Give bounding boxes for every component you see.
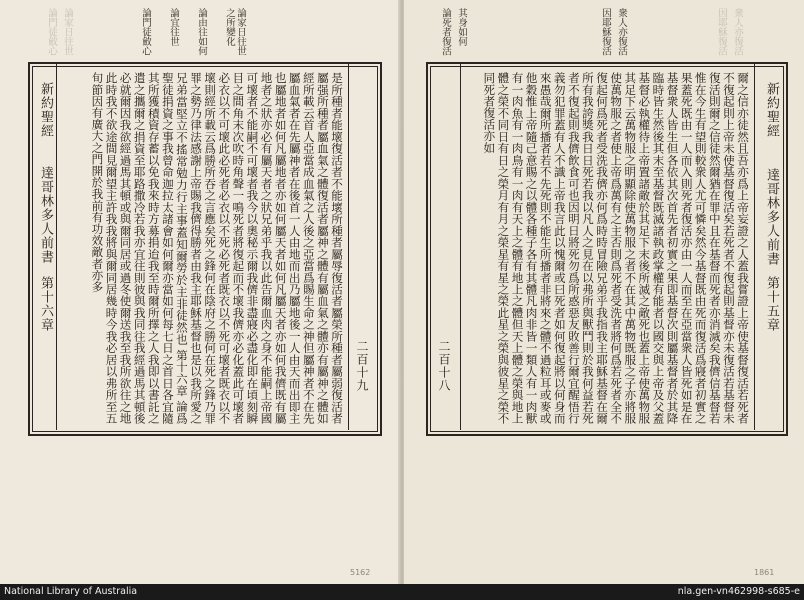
margin-note: 論死者復活: [440, 8, 451, 56]
footer-library-name: National Library of Australia: [4, 586, 138, 597]
book-title: 新約聖經: [764, 82, 779, 138]
margin-note: 論由往如何: [196, 8, 207, 56]
page-number: 二百十九: [355, 340, 369, 392]
margin-note: 論宜往世: [168, 8, 179, 46]
margin-note: 其身如何: [456, 8, 467, 46]
footer-bar: [0, 584, 804, 600]
footer-identifier: nla.gen-vn462998-s685-e: [677, 586, 800, 597]
right-page: [404, 0, 804, 584]
body-text: 爾之信亦徒然且吾亦爲上帝妄證之人蓋我嘗證上帝使基督復活若死者不復起則上帝未使基督復活矣若死者不復起則基督亦未復活若基督未復活則爾之信徒然爾猶在罪中且在基督而死者亦消滅矣我儕信基督若惟在今生有望則較衆人尤可憐矣然今基督既由死而復活爲寢者初實之果蓋死既由一人而入則死者復活亦由一人而至在亞當衆人皆死如是在基督衆人皆生但各依其次首先者初實之果即基督次則屬基督者於其降臨時皆生然後其末至基督既滅諸執政掌權有能者以國交與上帝及父蓋基督必執權待上帝置諸敵於其足下末後所滅之敵死也蓋上帝使萬物服其足下云萬物服之明顯除使萬物服之者不在其中萬物既服之子亦將服使萬物服之者使上帝爲萬有之主否則爲死者受洗者將何爲若死者全不復起何爲死者受洗我儕亦何爲時時冒險兄弟乎我指我主耶穌基督在爾所有我誇獎我日日死若我以凡人之見在以弗所與獸鬥則於我何益若死者不復起則我儕飲食可也因明日將死勿爲所惑惡友敗善行爾宜醒悟行義勿犯罪蓋有人不識上帝我言此以愧爾或曰死者如何復起將以何身而來愚哉爾所播者若不先死則不能生所播者非將來之體不過粒耳或麥或他穀惟上帝隨己意賜之以體各種子各有其體凡肉非皆一類人有一肉獸有一肉魚有一肉鳥有一肉有天上之體有地上之體但天上體之榮與地上體之榮不同日有日之榮月有月之榮星有星之榮此星之榮與彼星之榮不同死者復活亦如: [482, 72, 750, 424]
faded-bleed-note: 論家日往世: [62, 8, 73, 56]
faded-bleed-note: 衆人亦復活: [732, 8, 743, 56]
book-name: 達哥林多人前書: [764, 168, 779, 266]
body-text: 是所種者能壞復活者不能壞所種者屬辱復活者屬榮所種者屬弱復活者屬强所種者屬血氣之體復活者屬神之體有屬血氣之體亦有屬神之體如經所載云首人亞當成血氣之人後之亞當爲賜生命之神但屬神者不在先屬血氣者在先屬神者在後首一人由地而出乃屬地後一人由天而出即主也屬地者如何凡屬地者亦如何屬天者如何凡屬天者亦如何我儕既有屬地者之狀亦必有屬天者之狀兄弟乎我以此告爾血肉之身不能嗣上帝國可壞者不能嗣不可壞者我今以奧秘示爾我儕非盡寢必盡化即在頃刻瞬目之間角末次吹時角聲一鳴死者將復起而不壞我儕亦必化蓋此可壞者必衣以不可壞此必死者必衣以不死必死者既衣以不死可壞者既衣以不壞則經所載云爲勝所吞之言應矣死之鋒何在陰府之勝何在死之鋒乃罪罪之勢乃律法感謝上帝賜我儕得勝者由我主耶穌基督也是以我所愛之兄弟當堅立不搖常勉力行主事蓋知爾勞於主非徒然也 第十六章 論爲聖徒捐資之事我曾命迦拉太諸會如何爾亦當如何每七日之首日各宜隨其所獲積資存蓄以免我來時方募捐迨我至時爾所擇之人我即以書託之遣之攜爾之捐資至耶路撒冷若我亦宜往則彼與我同往我經過馬其頓後必就爾因我欲經過馬其頓或與爾同居或過冬使爾送我至我所欲往之地此時我不欲途間見爾望主許我我將與爾同居幾時今我必居以弗所至五旬節因有廣大之門開於我前有功效敵者亦多: [90, 72, 344, 424]
chapter-label: 第十五章: [764, 276, 779, 332]
margin-note: 論家日往世之所變化: [224, 8, 246, 56]
book-title: 新約聖經: [38, 82, 53, 138]
faded-bleed-note: 因耶穌復活: [716, 8, 727, 56]
pencil-mark: 1861: [754, 568, 775, 577]
page-number: 二百十八: [437, 340, 451, 392]
text-frame: [28, 62, 382, 436]
faded-bleed-note: 論門徒斂心: [46, 8, 57, 56]
book-name: 達哥林多人前書: [38, 166, 53, 264]
margin-note: 因耶穌復活: [600, 8, 611, 56]
margin-note: 論門徒斂心: [140, 8, 151, 56]
margin-note: 衆人亦復活: [616, 8, 627, 56]
pencil-mark: 5162: [350, 568, 371, 577]
left-page: [0, 0, 400, 584]
text-frame: [426, 62, 788, 436]
chapter-label: 第十六章: [38, 276, 53, 332]
